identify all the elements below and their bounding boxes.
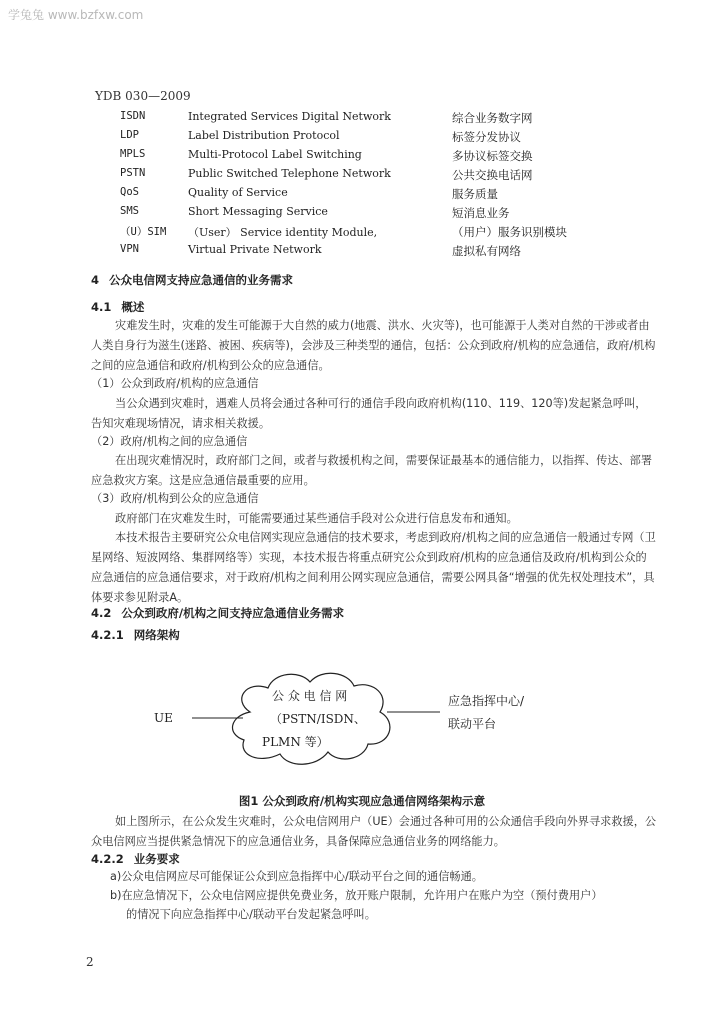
section-title: 网络架构 [133,628,180,642]
abbr-code: LDP [120,129,139,141]
abbr-full: Short Messaging Service [188,205,328,218]
abbr-cn: 虚拟私有网络 [452,244,521,258]
section-number: 4.2 [91,606,112,620]
section-4-2-1-heading [91,627,180,643]
command-center-label: 应急指挥中心/ [448,694,525,708]
abbr-full: Multi-Protocol Label Switching [188,148,362,161]
abbr-full: Public Switched Telephone Network [188,167,391,180]
abbr-code: ISDN [120,110,146,122]
section-title: 业务要求 [133,852,180,866]
paragraph-report-scope: 本技术报告主要研究公众电信网实现应急通信的技术要求，考虑到政府/机构之间的应急通信一般通过专网（卫星网络、短波网络、集群网络等）实现，本技术报告将重点研究公众到政府/机构的应急通信及政府/机构到公众的应急通信的应急通信要求，对于政府/机构之间利用公网实现应急通信，需要公网具备“增强的优先权处理技术”，具体要求参见附录A。 [91,531,656,604]
cloud-plmn-line: PLMN 等） [262,735,329,749]
abbr-cn: 短消息业务 [452,206,510,220]
subheading-gov-to-gov: （2）政府/机构之间的应急通信 [91,435,248,448]
section-number: 4.2.2 [91,852,124,866]
section-number: 4.1 [91,300,112,314]
abbr-code: SMS [120,205,139,217]
abbr-code: （U）SIM [120,226,167,238]
section-4-2-heading [91,605,344,621]
network-architecture-diagram [150,660,570,790]
subheading-gov-to-public: （3）政府/机构到公众的应急通信 [91,492,259,505]
section-number: 4.2.1 [91,628,124,642]
abbr-code: VPN [120,243,139,255]
ue-label: UE [154,711,173,725]
requirement-b: b)在应急情况下，公众电信网应提供免费业务，放开账户限制，允许用户在账户为空（预付费用户） [110,889,603,902]
paragraph-gov-to-gov: 在出现灾难情况时，政府部门之间，或者与救援机构之间，需要保证最基本的通信能力，以指挥、传达、部署应急救灾方案。这是应急通信最重要的应用。 [91,454,653,487]
requirement-a: a)公众电信网应尽可能保证公众到应急指挥中心/联动平台之间的通信畅通。 [110,870,483,883]
abbr-full: （User） Service identity Module, [188,226,378,239]
paragraph-overview: 灾难发生时，灾难的发生可能源于大自然的威力(地震、洪水、火灾等)，也可能源于人类对自然的干涉或者由人类自身行为滋生(迷路、被困、疾病等)，会涉及三种类型的通信，包括：公众到政府/机构的应急通信，政府/机构之间的应急通信和政府/机构到公众的应急通信。 [91,319,656,372]
requirement-b-continued: 的情况下向应急指挥中心/联动平台发起紧急呼叫。 [126,908,376,921]
cloud-networks-line: （PSTN/ISDN、 [270,712,366,726]
abbr-cn: 多协议标签交换 [452,149,533,163]
standard-id: YDB 030—2009 [95,89,191,103]
section-4-2-2-heading [91,851,180,867]
section-4-heading [91,272,293,288]
abbr-code: MPLS [120,148,146,160]
abbr-full: Label Distribution Protocol [188,129,340,142]
figure-caption: 图1 公众到政府/机构实现应急通信网络架构示意 [238,794,486,808]
abbr-cn: 综合业务数字网 [452,111,533,125]
abbr-full: Virtual Private Network [188,243,322,256]
paragraph-architecture-description: 如上图所示，在公众发生灾难时，公众电信网用户（UE）会通过各种可用的公众通信手段向外界寻求救援，公众电信网应当提供紧急情况下的应急通信业务，具备保障应急通信业务的网络能力。 [91,815,657,848]
subheading-public-to-gov: （1）公众到政府/机构的应急通信 [91,377,259,390]
section-title: 公众到政府/机构之间支持应急通信业务需求 [121,606,345,620]
paragraph-public-to-gov: 当公众遇到灾难时，遇难人员将会通过各种可行的通信手段向政府机构(110、119、120等)发起紧急呼叫，告知灾难现场情况，请求相关救援。 [91,397,647,430]
abbr-cn: （用户）服务识别模块 [452,225,567,239]
section-title: 公众电信网支持应急通信的业务需求 [109,273,294,287]
abbr-cn: 标签分发协议 [452,130,521,144]
abbr-cn: 服务质量 [452,187,498,201]
section-4-1-heading [91,299,144,315]
linkage-platform-label: 联动平台 [448,717,497,731]
page-number: 2 [86,955,94,969]
abbr-code: PSTN [120,167,146,179]
abbr-code: QoS [120,186,139,198]
abbr-full: Integrated Services Digital Network [188,110,391,123]
section-title: 概述 [121,300,145,314]
section-number: 4 [91,273,100,287]
abbr-cn: 公共交换电话网 [452,168,533,182]
abbr-full: Quality of Service [188,186,288,199]
watermark: 学兔兔 www.bzfxw.com [8,8,144,22]
paragraph-gov-to-public: 政府部门在灾难发生时，可能需要通过某些通信手段对公众进行信息发布和通知。 [115,512,518,525]
cloud-title: 公 众 电 信 网 [272,689,348,703]
